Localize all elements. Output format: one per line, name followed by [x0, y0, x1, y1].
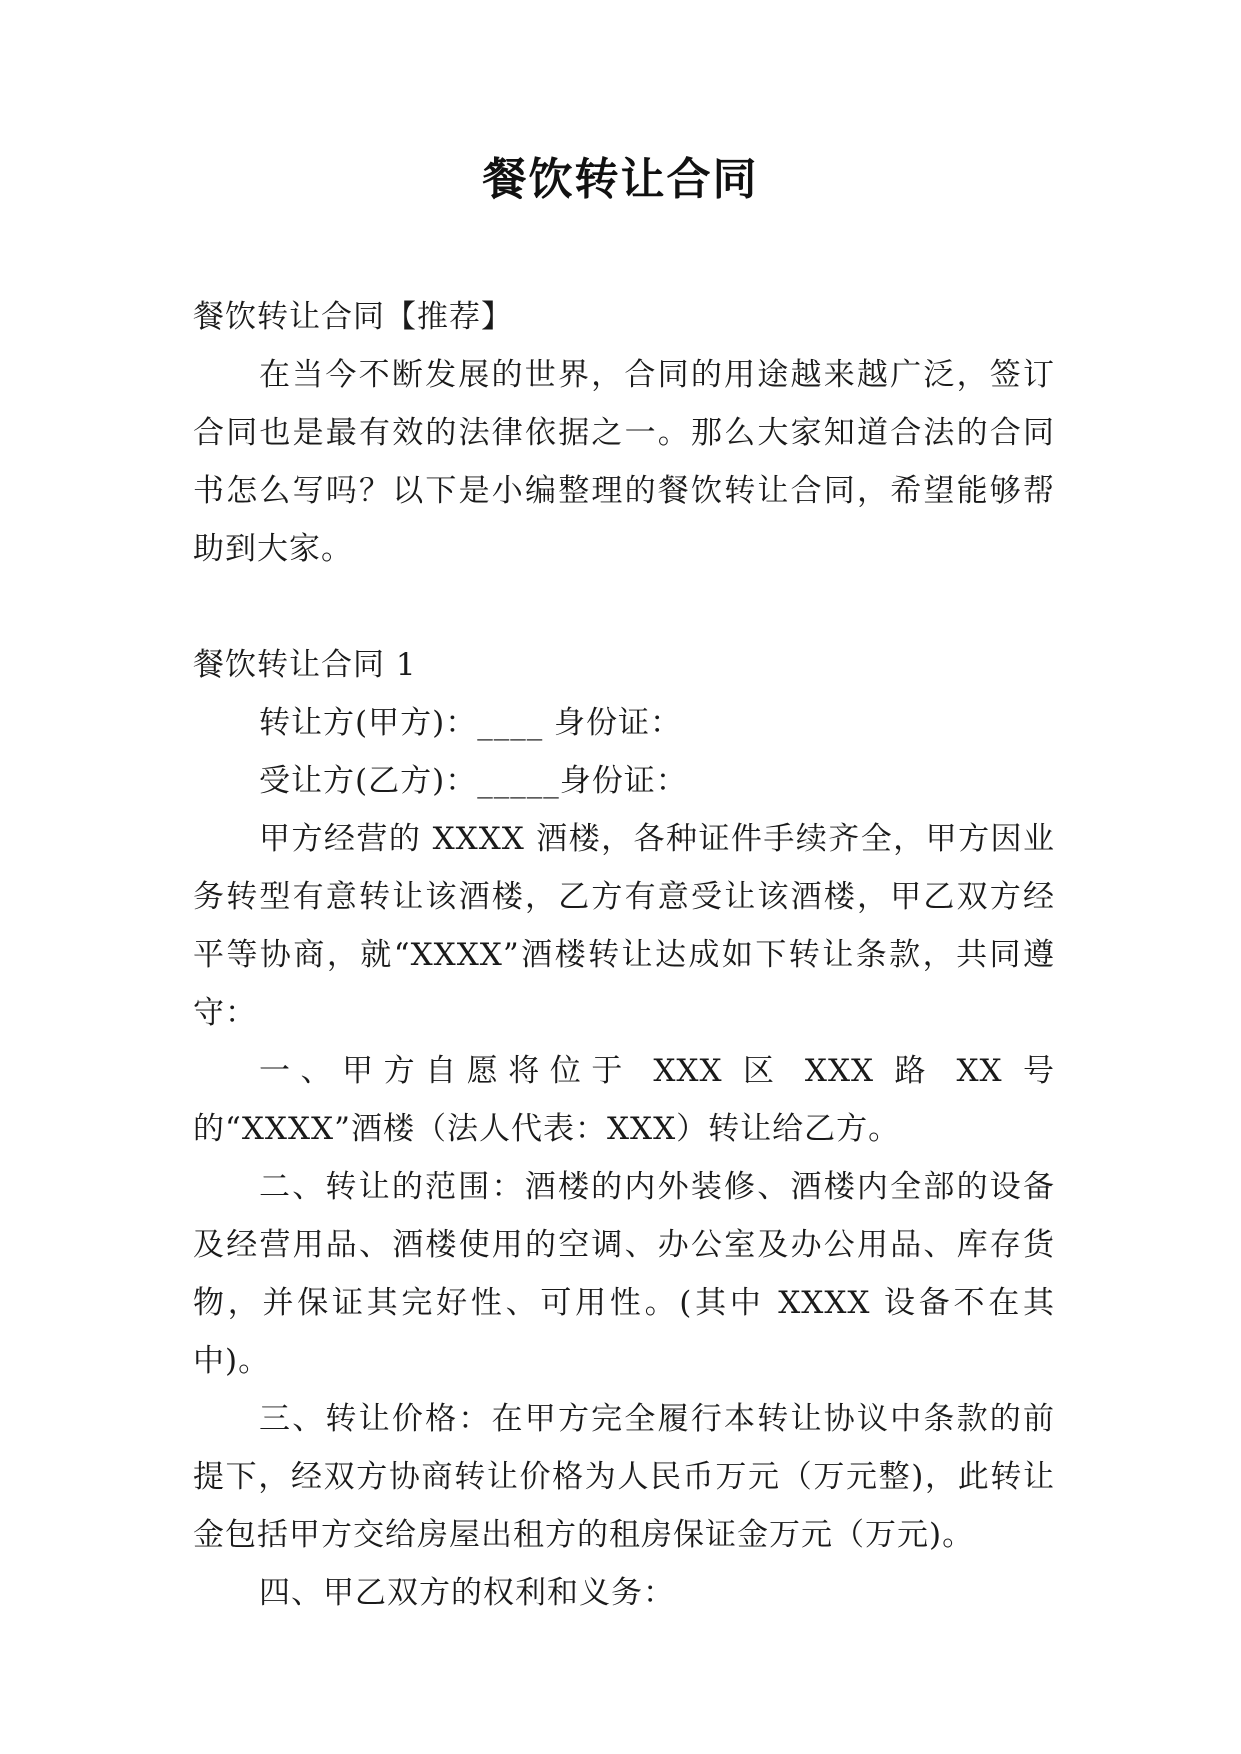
clause-2: 二、转让的范围：酒楼的内外装修、酒楼内全部的设备及经营用品、酒楼使用的空调、办公室及办公用品、库存货物，并保证其完好性、可用性。(其中 XXXX 设备不在其中)。: [193, 1169, 1055, 1379]
clause-3: 三、转让价格：在甲方完全履行本转让协议中条款的前提下，经双方协商转让价格为人民币万元（万元整)，此转让金包括甲方交给房屋出租方的租房保证金万元（万元)。: [193, 1401, 1055, 1553]
document-title: 餐饮转让合同: [482, 154, 759, 205]
clause-1: 一、甲方自愿将位于 XXX 区 XXX 路 XX 号的“XXXX”酒楼（法人代表：XXX）转让给乙方。: [193, 1053, 1055, 1147]
party-a-line: 转让方(甲方)：____ 身份证：: [259, 705, 683, 741]
paragraph-gap: [193, 578, 1055, 636]
intro-paragraph: 在当今不断发展的世界，合同的用途越来越广泛，签订合同也是最有效的法律依据之一。那么大家知道合法的合同书怎么写吗？以下是小编整理的餐饮转让合同，希望能够帮助到大家。: [193, 357, 1055, 567]
document-body: [193, 288, 1055, 1622]
party-b-line: 受让方(乙方)：_____身份证：: [259, 763, 688, 799]
contract-heading: 餐饮转让合同 1: [193, 647, 417, 683]
subtitle-line: 餐饮转让合同【推荐】: [193, 299, 513, 335]
clause-4: 四、甲乙双方的权利和义务：: [259, 1575, 675, 1611]
preamble-paragraph: 甲方经营的 XXXX 酒楼，各种证件手续齐全，甲方因业务转型有意转让该酒楼，乙方有意受让该酒楼，甲乙双方经平等协商，就“XXXX”酒楼转让达成如下转让条款，共同遵守：: [193, 821, 1055, 1031]
